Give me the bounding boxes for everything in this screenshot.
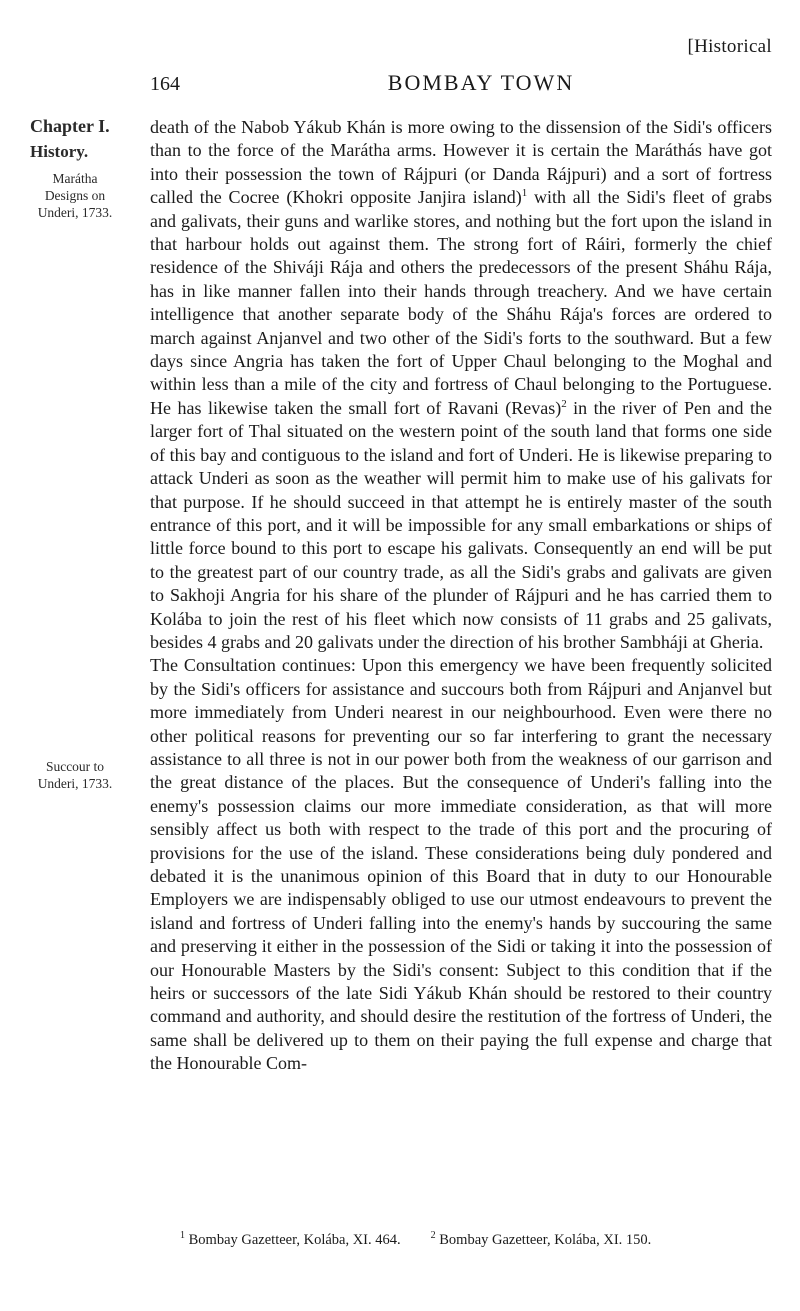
margin-notes-top xyxy=(30,118,120,221)
page-header xyxy=(150,70,772,96)
footnote-2-mark: 2 xyxy=(430,1230,436,1242)
paragraph-2: The Consultation continues: Upon this emergency we have been frequently solicited by the Sidi's officers for assistance and succours both from Rájpuri and Anjanvel but more immediately from Underi nearest in our neighbourhood. Even were there no other political reasons for preventing our so far interfering to grant the necessary assistance to all three is not in our power both from the weakness of our garrison and the great distance of the places. But the consequence of Underi's falling into the enemy's possession claims our more immediate consideration, as that will more sensibly affect us both with respect to the trade of this port and the procuring of provisions for the use of the island. These considerations being duly pondered and debated it is the unanimous opinion of this Board that in duty to our Honourable Employers we are indispensably obliged to use our utmost endeavours to prevent the island and fortress of Underi falling into the enemy's hands by succouring the same and preserving it either in the possession of the Sidi or taking it into the possession of our Honourable Masters by the Sidi's consent: Subject to this condition that if the heirs or successors of the late Sidi Yákub Khán should be restored to their country command and authority, and should desire the restitution of the fortress of Underi, the same shall be delivered up to them on their paying the full expense and charge that the Honourable Com- xyxy=(150,655,772,1074)
margin-chapter: Chapter I. xyxy=(30,116,110,136)
margin-notes-bottom xyxy=(30,758,120,792)
body-text xyxy=(150,116,772,1076)
paragraph-1-part-c: in the river of Pen and the larger fort of Thal situated on the western point of the south land that forms one side of this bay and contiguous to the island and fort of Underi. He is likewise preparing to attack Underi as soon as the weather will permit him to make use of his galivats for that purpose. If he should succeed in that attempt he is entirely master of the south entrance of this port, and it will be impossible for any small embarkations or ships of little force bound to this port to escape his galivats. Consequently an end will be put to the greatest part of our country trade, as all the Sidi's grabs and galivats are given to Sakhoji Angria for his share of the plunder of Rájpuri and he has carried them to Kolába to join the rest of his fleet which now consists of 11 grabs and 25 galivats, besides 4 grabs and 20 galivats under the direction of his brother Sambháji at Gheria. xyxy=(150,397,772,652)
footnote-1-text: Bombay Gazetteer, Kolába, XI. 464. xyxy=(185,1232,401,1248)
footnotes xyxy=(180,1232,772,1249)
footnote-1 xyxy=(180,1232,401,1249)
paragraph-1-part-b: with all the Sidi's fleet of grabs and galivats, their guns and warlike stores, and nothing but the fort upon the island in that harbour holds out against them. The strong fort of Ráiri, formerly the chief residence of the Shiváji Rája and others the predecessors of the present Sháhu Rája, has in like manner fallen into their hands through treachery. And we have certain intelligence that another separate body of the Sháhu Rája's forces are ordered to march against Anjanvel and two other of the Sidi's forts to the southward. But a few days since Angria has taken the fort of Upper Chaul belonging to the Moghal and within less than a mile of the city and fortress of Chaul belonging to the Portuguese. He has likewise taken the small fort of Ravani (Revas) xyxy=(150,187,772,418)
page-number: 164 xyxy=(150,73,180,95)
footnote-ref-2: 2 xyxy=(561,397,567,410)
margin-note-succour: Succour to Underi, 1733. xyxy=(37,759,113,791)
running-title: BOMBAY TOWN xyxy=(387,70,575,95)
margin-note-maratha-designs: Marátha Designs on Underi, 1733. xyxy=(37,171,113,220)
paragraph-1-part-a: death of the Nabob Yákub Khán is more owing to the dissension of the Sidi's officers than to the force of the Marátha arms. However it is certain the Maráthás have got into their possession the town of Rájpuri (or Danda Rájpuri) and a sort of fortress called the Cocree (Khokri opposite Janjira island) xyxy=(150,117,772,208)
footnote-ref-1: 1 xyxy=(521,187,528,200)
footnote-1-mark: 1 xyxy=(180,1230,185,1242)
header-section-label: [Historical xyxy=(687,36,772,57)
footnote-2-text: Bombay Gazetteer, Kolába, XI. 150. xyxy=(435,1232,652,1248)
paragraph-1 xyxy=(150,116,772,654)
margin-section: History. xyxy=(30,142,89,161)
footnote-2 xyxy=(431,1232,652,1249)
